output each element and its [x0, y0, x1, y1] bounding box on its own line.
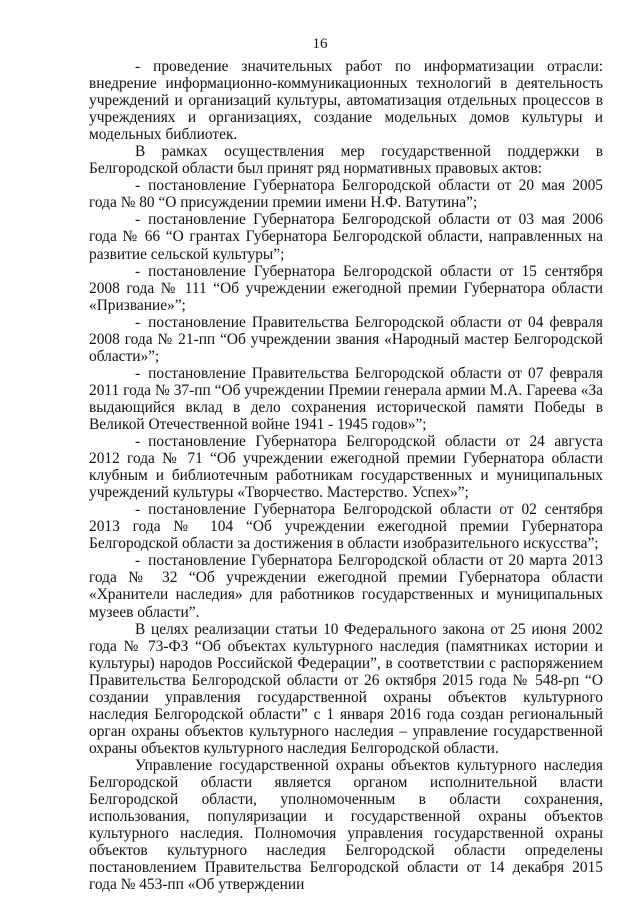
list-item-text: постановление Губернатора Белгородской области от 24 августа 2012 года № 71 “Об учреждении ежегодной премии Губернатора области клубным и библиотечным работникам государственных и муниципальных учреждений культуры «Творчество. Мастерство. Успех»”; — [89, 433, 603, 502]
list-item-text: постановление Губернатора Белгородской области от 20 марта 2013 года № 32 “Об учреждении ежегодной премии Губернатора области «Хранители наследия» для работников государственных и муниципальных музеев области”. — [89, 552, 603, 621]
document-body — [89, 58, 603, 893]
acts-list — [89, 177, 603, 620]
list-item-text: постановление Губернатора Белгородской области от 02 сентября 2013 года № 104 “Об учреждении ежегодной премии Губернатора Белгородской области за достижения в области изобразительного искусства”; — [89, 501, 603, 553]
list-item — [89, 177, 603, 211]
list-dash: - — [135, 313, 141, 331]
list-dash: - — [135, 364, 141, 382]
paragraph-heritage-department: Управление государственной охраны объектов культурного наследия Белгородской области является органом исполнительной власти Белгородской области, уполномоченным в области сохранения, использования, популяризации и государственной охраны объектов культурного наследия. Полномочия управления государственной охраны объектов культурного наследия Белгородской области определены постановлением Правительства Белгородской области от 14 декабря 2015 года № 453-пп «Об утверждении — [89, 756, 603, 894]
list-dash: - — [135, 433, 141, 451]
page-number: 16 — [312, 36, 328, 52]
list-item — [89, 501, 603, 552]
list-item-text: постановление Губернатора Белгородской области от 15 сентября 2008 года № 111 “Об учреждении ежегодной премии Губернатора области «Призвание»”; — [89, 262, 603, 314]
list-dash: - — [135, 262, 141, 280]
list-item — [89, 433, 603, 501]
list-dash: - — [135, 177, 141, 195]
list-item-text: постановление Правительства Белгородской области от 04 февраля 2008 года № 21-пп “Об учреждении звания «Народный мастер Белгородской области»”; — [89, 313, 603, 365]
paragraph-support-measures: В рамках осуществления мер государственной поддержки в Белгородской области был принят ряд нормативных правовых актов: — [89, 143, 603, 178]
list-item-text: постановление Правительства Белгородской области от 07 февраля 2011 года № 37-пп “Об учреждении Премии генерала армии М.А. Гареева «За выдающийся вклад в дело сохранения исторической памяти Победы в Великой Отечественной войне 1941 - 1945 годов»”; — [89, 364, 603, 433]
list-dash: - — [135, 501, 141, 519]
list-dash: - — [135, 552, 141, 570]
paragraph-informatization: - проведение значительных работ по информатизации отрасли: внедрение информационно-коммуникационных технологий в деятельность учреждений и организаций культуры, автоматизация отдельных процессов в учреждениях и организациях, создание модельных домов культуры и модельных библиотек. — [89, 58, 603, 144]
list-item-text: постановление Губернатора Белгородской области от 03 мая 2006 года № 66 “О грантах Губернатора Белгородской области, направленных на развитие сельской культуры”; — [89, 211, 603, 263]
list-item — [89, 263, 603, 314]
list-item — [89, 211, 603, 262]
list-item — [89, 314, 603, 365]
list-item-text: постановление Губернатора Белгородской области от 20 мая 2005 года № 80 “О присуждении премии имени Н.Ф. Ватутина”; — [89, 177, 603, 212]
list-dash: - — [135, 211, 141, 229]
list-item — [89, 365, 603, 433]
list-item — [89, 552, 603, 620]
paragraph-federal-law: В целях реализации статьи 10 Федерального закона от 25 июня 2002 года № 73-ФЗ “Об объектах культурного наследия (памятниках истории и культуры) народов Российской Федерации”, в соответствии с распоряжением Правительства Белгородской области от 26 октября 2015 года № 548-рп “О создании управления государственной охраны объектов культурного наследия Белгородской области” с 1 января 2016 года создан региональный орган охраны объектов культурного наследия – управление государственной охраны объектов культурного наследия Белгородской области. — [89, 620, 603, 757]
